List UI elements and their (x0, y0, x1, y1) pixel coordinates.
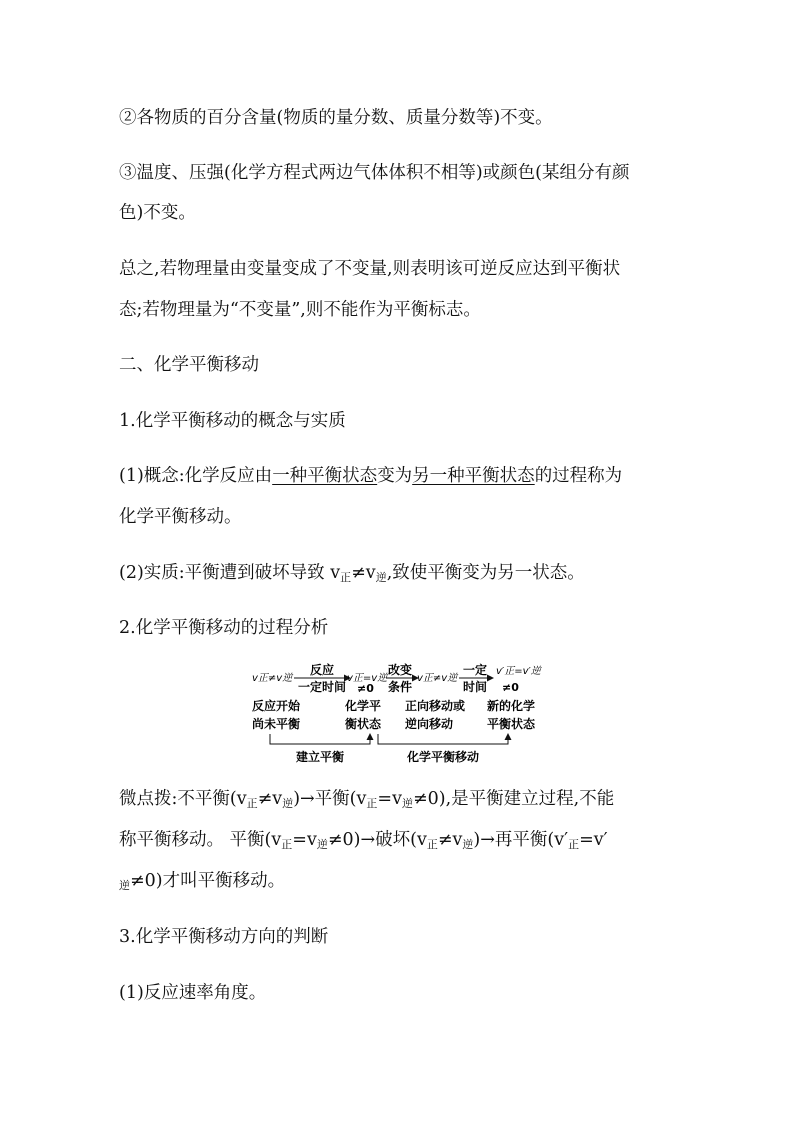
bracket-1-label: 建立平衡 (295, 750, 345, 764)
state-1-expr: v正≠v逆 (252, 673, 293, 684)
text: )→再平衡(v′ (473, 830, 569, 850)
text: ≠0)→破坏(v (327, 830, 427, 850)
state-3-desc-2: 逆向移动 (405, 717, 454, 731)
subscript: 正 (568, 838, 580, 851)
line-1: ②各物质的百分含量(物质的量分数、质量分数等)不变。 (119, 108, 553, 128)
text: ≠0)才叫平衡移动。 (130, 871, 286, 891)
text: 变为 (377, 466, 413, 486)
equilibrium-process-diagram (250, 660, 550, 770)
arrow-3-bottom-label: 时间 (462, 680, 488, 694)
subscript: 正 (366, 797, 378, 810)
subscript: 正 (281, 838, 293, 851)
arrow-2-bottom-label: 条件 (387, 680, 413, 694)
bracket-2-label: 化学平衡移动 (406, 750, 480, 764)
bracket-establish-equilibrium (270, 734, 370, 744)
subscript: 逆 (401, 797, 413, 810)
underlined-term: 一种平衡状态 (272, 466, 378, 486)
subscript: 逆 (316, 838, 328, 851)
arrow-1-bottom-label: 一定时间 (297, 680, 347, 694)
state-2-desc-1: 化学平 (345, 699, 382, 713)
state-1-desc-2: 尚未平衡 (252, 717, 301, 731)
subheading-2: 2.化学平衡移动的过程分析 (119, 618, 329, 638)
line-concept (119, 464, 622, 488)
state-4-desc-2: 平衡状态 (487, 717, 536, 731)
tip-line-1 (119, 787, 614, 816)
underlined-term: 另一种平衡状态 (412, 466, 535, 486)
state-2-expr: v正=v逆 (347, 673, 388, 684)
text: (1)概念:化学反应由 (119, 466, 273, 486)
text: 微点拨:不平衡(v (119, 789, 247, 809)
state-4-expr: v′正=v′逆 (496, 666, 541, 677)
subheading-1: 1.化学平衡移动的概念与实质 (119, 411, 346, 431)
subscript: 逆 (282, 797, 294, 810)
arrow-3-top-label: 一定 (462, 663, 488, 677)
section-heading: 二、化学平衡移动 (119, 355, 259, 375)
line-concept-cont: 化学平衡移动。 (119, 507, 242, 527)
text: ≠v (351, 563, 376, 583)
state-3-desc-1: 正向移动或 (405, 699, 466, 713)
text: 称平衡移动。 平衡(v (119, 830, 282, 850)
text: (2)实质:平衡遭到破坏导致 v (119, 563, 341, 583)
text: ,致使平衡变为另一状态。 (386, 563, 585, 583)
subscript: 正 (340, 571, 352, 584)
tip-line-3 (119, 869, 285, 898)
line-5: 态;若物理量为“不变量”,则不能作为平衡标志。 (119, 300, 481, 320)
bracket-equilibrium-shift (378, 734, 508, 744)
subscript: 逆 (462, 838, 474, 851)
subscript: 逆 (375, 571, 387, 584)
text: ≠v (437, 830, 463, 850)
text: =v (377, 789, 402, 809)
state-3-expr: v正≠v逆 (417, 673, 458, 684)
tip-line-2 (119, 828, 608, 857)
text: ≠v (257, 789, 283, 809)
diagram-svg (250, 660, 550, 770)
line-2: ③温度、压强(化学方程式两边气体体积不相等)或颜色(某组分有颜 (119, 163, 630, 183)
state-1-desc-1: 反应开始 (252, 699, 301, 713)
text: =v′ (579, 830, 608, 850)
text: 的过程称为 (534, 466, 623, 486)
state-4-desc-1: 新的化学 (487, 699, 536, 713)
line-essence (119, 561, 585, 590)
state-4-expr-nonzero: ≠0 (502, 681, 519, 694)
subscript: 逆 (119, 879, 130, 892)
state-2-desc-2: 衡状态 (345, 717, 382, 731)
text: ≠0),是平衡建立过程,不能 (412, 789, 615, 809)
line-4: 总之,若物理量由变量变成了不变量,则表明该可逆反应达到平衡状 (119, 259, 621, 279)
text: )→平衡(v (293, 789, 367, 809)
text: =v (292, 830, 317, 850)
subheading-3: 3.化学平衡移动方向的判断 (119, 927, 329, 947)
line-3: 色)不变。 (119, 203, 196, 223)
subscript: 正 (426, 838, 438, 851)
subscript: 正 (246, 797, 258, 810)
arrow-2-top-label: 改变 (387, 663, 413, 677)
arrow-1-top-label: 反应 (309, 663, 335, 677)
line-rate-angle: (1)反应速率角度。 (119, 983, 267, 1003)
state-2-expr-nonzero: ≠0 (357, 682, 374, 695)
